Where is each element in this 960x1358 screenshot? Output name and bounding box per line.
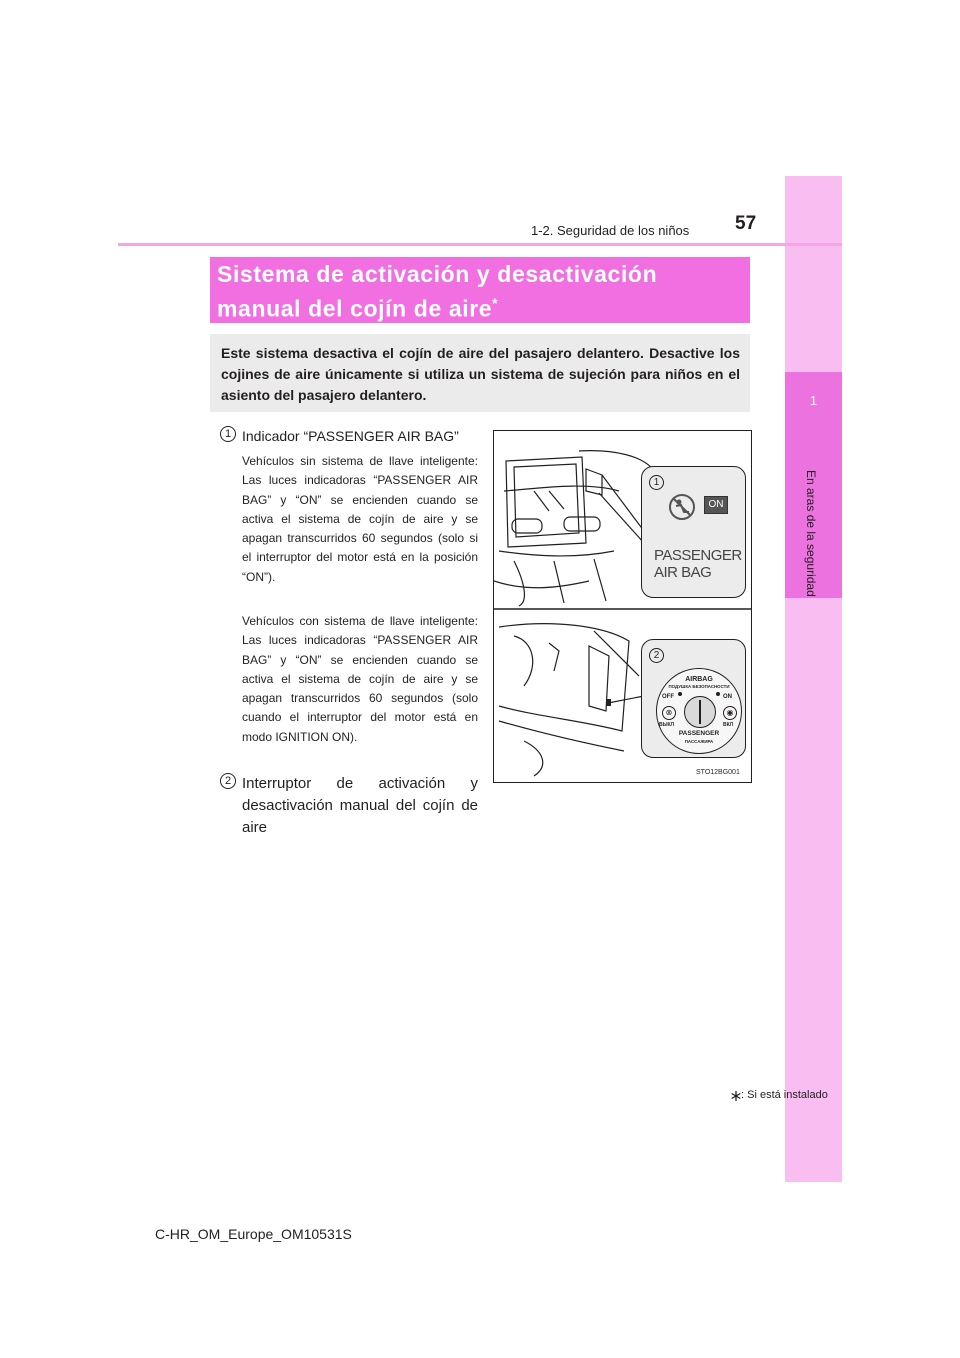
indicator-line-1: PASSENGER	[654, 547, 742, 564]
airbag-figure	[493, 430, 752, 783]
asterisk-icon	[731, 1088, 741, 1106]
airbag-off-icon	[667, 492, 697, 522]
footer-code: C-HR_OM_Europe_OM10531S	[155, 1226, 352, 1242]
callout-number: 1	[649, 475, 664, 490]
switch-label-bottom: PASSENGER	[678, 730, 720, 737]
off-dot	[678, 692, 682, 696]
figure-code: STO12BG001	[696, 769, 740, 776]
section-title: 1-2. Seguridad de los niños	[531, 223, 690, 238]
switch-callout	[641, 639, 746, 758]
side-tab-strip	[785, 176, 842, 1182]
on-dot	[716, 692, 720, 696]
header-rule	[118, 243, 842, 246]
indicator-line-2: AIR BAG	[654, 564, 712, 581]
footnote-text: : Si está instalado	[741, 1089, 828, 1101]
item-heading: Indicador “PASSENGER AIR BAG”	[242, 428, 459, 444]
on-indicator-label: ON	[704, 496, 728, 514]
page-number: 57	[735, 213, 757, 234]
indicator-callout	[641, 466, 746, 598]
switch-off-label: OFF	[662, 694, 674, 700]
callout-number: 2	[649, 648, 664, 663]
footnote-mark: *	[492, 295, 499, 311]
airbag-switch[interactable]	[656, 668, 742, 754]
switch-off-label-ru: ВЫКЛ	[659, 722, 675, 728]
item-number: 2	[220, 773, 236, 789]
intro-text: Este sistema desactiva el cojín de aire del pasajero delantero. Desactive los cojines de aire únicamente si utiliza un sistema de sujeción para niños en el asiento del pasajero delantero.	[221, 345, 740, 403]
switch-label-top: AIRBAG	[685, 676, 713, 683]
airbag-off-symbol-icon: ⊗	[662, 706, 676, 720]
switch-label-top-ru: ПОДУШКА БЕЗОПАСНОСТИ	[668, 684, 730, 689]
item-heading: Interruptor de activación y desactivación manual del cojín de aire	[242, 775, 478, 836]
switch-on-label-ru: ВКЛ	[723, 722, 734, 728]
airbag-on-symbol-icon: ◉	[723, 706, 737, 720]
item-paragraph: Vehículos sin sistema de llave inteligente: Las luces indicadoras “PASSENGER AIR BAG” y “ON” se encienden cuando se activa el sistema de cojín de aire y se apagan transcurridos 60 segundos (solo si el interruptor del motor está en la posición “ON”).	[242, 454, 478, 584]
item-number: 1	[220, 426, 236, 442]
switch-label-bottom-ru: ПАССАЖИРА	[684, 739, 714, 744]
switch-on-label: ON	[723, 694, 732, 700]
chapter-label: En aras de la seguridad	[804, 470, 818, 597]
key-slot-icon	[684, 696, 716, 728]
chapter-number: 1	[809, 393, 818, 408]
passenger-airbag-indicator	[654, 547, 742, 581]
page-title: Sistema de activación y desactivación manual del cojín de aire*	[217, 261, 658, 322]
item-paragraph: Vehículos con sistema de llave inteligente: Las luces indicadoras “PASSENGER AIR BAG” y “ON” se encienden cuando se activa el sistema de cojín de aire y se apagan transcurridos 60 segundos (solo cuando el interruptor del motor está en modo IGNITION ON).	[242, 614, 478, 744]
